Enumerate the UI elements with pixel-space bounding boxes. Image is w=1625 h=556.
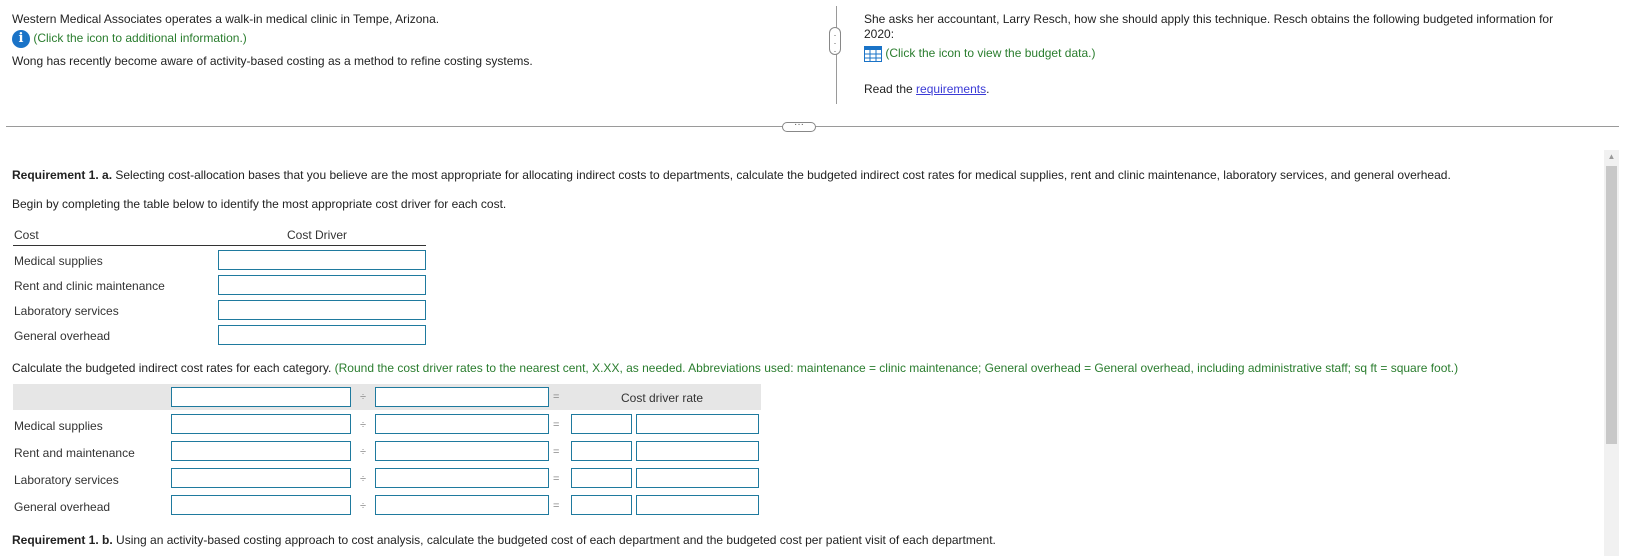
rate-input[interactable] <box>571 495 632 515</box>
table-icon[interactable] <box>864 46 882 62</box>
req1b-paragraph <box>12 533 996 547</box>
divide-sign: ÷ <box>360 391 367 403</box>
info-link[interactable] <box>12 30 247 48</box>
rates-hint: (Round the cost driver rates to the nearest cent, X.XX, as needed. Abbreviations used: maintenance = clinic maintenance; General overhead = General overhead, including administrative staff; sq ft = square foot.) <box>331 361 1459 375</box>
intro-line-1: Western Medical Associates operates a walk-in medical clinic in Tempe, Arizona. <box>12 12 440 26</box>
read-prefix: Read the <box>864 82 917 96</box>
denominator-input[interactable] <box>375 495 549 515</box>
cost-driver-input[interactable] <box>218 300 426 320</box>
driver-row-label: Rent and clinic maintenance <box>14 279 165 293</box>
read-requirements <box>864 82 989 96</box>
scroll-up-arrow-icon[interactable]: ▲ <box>1607 152 1616 161</box>
rate-unit-input[interactable] <box>636 468 759 488</box>
denominator-input[interactable] <box>375 441 549 461</box>
rate-row-label: Medical supplies <box>14 419 103 433</box>
accountant-text: She asks her accountant, Larry Resch, how she should apply this technique. Resch obtains the following budgeted information for <box>864 12 1554 26</box>
req1a-heading: Requirement 1. a. <box>12 168 113 182</box>
denominator-input[interactable] <box>375 468 549 488</box>
cost-column-header: Cost <box>14 228 39 242</box>
req1a-text: Selecting cost-allocation bases that you believe are the most appropriate for allocating indirect costs to departments, calculate the budgeted indirect cost rates for medical supplies, rent and clinic maintenance, laboratory services, and general overhead. <box>112 168 1451 182</box>
cost-driver-rate-header: Cost driver rate <box>621 391 704 405</box>
numerator-input[interactable] <box>171 441 351 461</box>
driver-row-label: General overhead <box>14 329 111 343</box>
equals-sign: = <box>553 446 560 458</box>
numerator-input[interactable] <box>171 468 351 488</box>
rate-row-label: General overhead <box>14 500 111 514</box>
equals-sign: = <box>553 391 560 403</box>
equals-sign: = <box>553 473 560 485</box>
budget-link[interactable] <box>864 46 1095 62</box>
rates-intro: Calculate the budgeted indirect cost rates for each category. <box>12 361 332 375</box>
accountant-text-year: 2020: <box>864 27 895 41</box>
rate-input[interactable] <box>571 468 632 488</box>
req1a-paragraph <box>12 168 1597 182</box>
rate-input[interactable] <box>571 414 632 434</box>
numerator-header-input[interactable] <box>171 387 351 407</box>
cost-driver-input[interactable] <box>218 250 426 270</box>
read-suffix: . <box>986 82 990 96</box>
req1b-heading: Requirement 1. b. <box>12 533 113 547</box>
denominator-header-input[interactable] <box>375 387 549 407</box>
divide-sign: ÷ <box>360 446 367 458</box>
rate-row-label: Rent and maintenance <box>14 446 135 460</box>
req1a-begin: Begin by completing the table below to identify the most appropriate cost driver for each cost. <box>12 197 507 211</box>
rate-input[interactable] <box>571 441 632 461</box>
requirements-link[interactable]: requirements <box>916 82 987 96</box>
cost-driver-input[interactable] <box>218 275 426 295</box>
horizontal-resize-handle[interactable]: ··· <box>782 122 816 132</box>
table-header-rule <box>13 245 426 246</box>
divide-sign: ÷ <box>360 473 367 485</box>
denominator-input[interactable] <box>375 414 549 434</box>
rate-unit-input[interactable] <box>636 414 759 434</box>
rate-unit-input[interactable] <box>636 441 759 461</box>
scrollbar-thumb[interactable] <box>1606 166 1617 444</box>
divide-sign: ÷ <box>360 500 367 512</box>
rate-row-label: Laboratory services <box>14 473 119 487</box>
divide-sign: ÷ <box>360 419 367 431</box>
rate-unit-input[interactable] <box>636 495 759 515</box>
equals-sign: = <box>553 419 560 431</box>
equals-sign: = <box>553 500 560 512</box>
numerator-input[interactable] <box>171 495 351 515</box>
cost-driver-column-header: Cost Driver <box>287 228 348 242</box>
rates-instruction <box>12 361 1602 375</box>
vertical-resize-handle[interactable]: · · · <box>829 27 841 55</box>
intro-line-3: Wong has recently become aware of activity-based costing as a method to refine costing systems. <box>12 54 533 68</box>
cost-driver-input[interactable] <box>218 325 426 345</box>
info-link-text[interactable]: (Click the icon to additional information.) <box>33 31 247 46</box>
req1b-text: Using an activity-based costing approach to cost analysis, calculate the budgeted cost of each department and the budgeted cost per patient visit of each department. <box>112 533 996 547</box>
numerator-input[interactable] <box>171 414 351 434</box>
info-icon[interactable]: i <box>12 30 30 48</box>
driver-row-label: Laboratory services <box>14 304 119 318</box>
driver-row-label: Medical supplies <box>14 254 103 268</box>
budget-link-text[interactable]: (Click the icon to view the budget data.) <box>885 46 1096 61</box>
